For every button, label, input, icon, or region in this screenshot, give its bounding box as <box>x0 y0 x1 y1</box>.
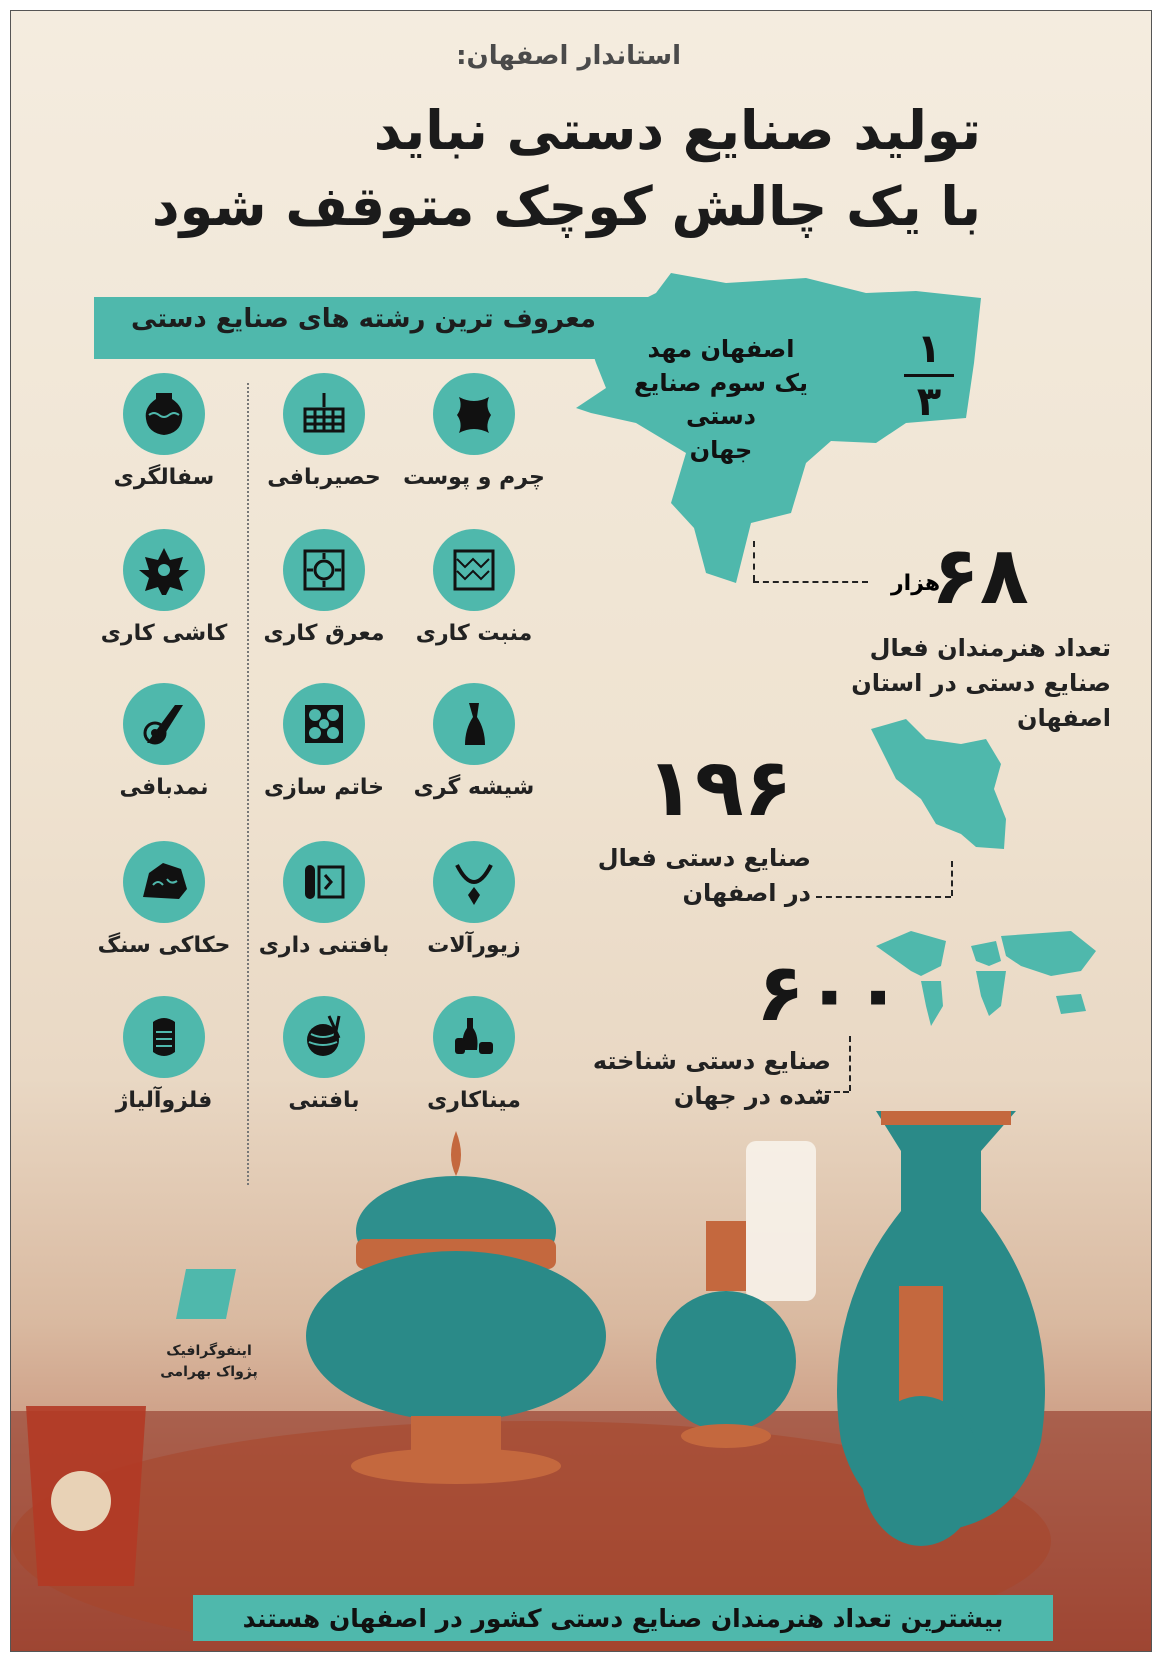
world-map-icon <box>871 926 1111 1036</box>
stone-engraving-icon <box>123 841 205 923</box>
craft-item-knitting <box>239 996 409 1113</box>
craft-item-basket <box>239 373 409 490</box>
craft-item-leather <box>389 373 559 490</box>
connector-line <box>753 581 868 583</box>
leather-hide-icon <box>433 373 515 455</box>
headline-line-1: تولید صنایع دستی نباید <box>373 99 981 162</box>
craft-item-enamel <box>389 996 559 1113</box>
iran-map-icon <box>866 719 1011 859</box>
craft-label: معرق کاری <box>263 621 385 646</box>
enamel-vases-icon <box>433 996 515 1078</box>
woven-basket-icon <box>283 373 365 455</box>
credit-line-1: اینفوگرافیک <box>166 1343 252 1359</box>
craft-label: چرم و پوست <box>403 465 545 490</box>
tile-star-icon <box>123 529 205 611</box>
farda-logo-icon <box>171 1269 241 1329</box>
craft-label: بافتنی <box>288 1088 360 1113</box>
necklace-icon <box>433 841 515 923</box>
isfahan-fact-text <box>601 333 841 467</box>
connector-line <box>753 541 755 581</box>
marquetry-icon <box>283 529 365 611</box>
footer-text: بیشترین تعداد هنرمندان صنایع دستی کشور در اصفهان هستند <box>242 1603 1004 1633</box>
stat-active-crafts-label-line-1: صنایع دستی فعال <box>597 844 811 872</box>
craft-item-tile <box>79 529 249 646</box>
craft-label: شیشه گری <box>413 775 535 800</box>
stat-artisans-unit: هزار <box>891 571 941 596</box>
craft-label: فلزوآلیاژ <box>115 1088 213 1113</box>
craft-label: نمدبافی <box>119 775 209 800</box>
craft-item-loom <box>239 841 409 958</box>
craft-item-stone <box>79 841 249 958</box>
craft-item-felt <box>79 683 249 800</box>
stat-active-crafts-number: ۱۹۶ <box>646 741 793 834</box>
connector-line <box>849 1036 851 1091</box>
craft-label: زیورآلات <box>427 933 521 958</box>
craft-item-jewelry <box>389 841 559 958</box>
wood-carving-icon <box>433 529 515 611</box>
section-title: معروف ترین رشته های صنایع دستی <box>130 304 596 334</box>
craft-item-glass <box>389 683 559 800</box>
isfahan-fact-line-1: اصفهان مهد <box>647 335 795 363</box>
infographic-credit <box>159 1341 259 1383</box>
glass-vase-icon <box>433 683 515 765</box>
craft-item-metal <box>79 996 249 1113</box>
credit-line-2: پژواک بهرامی <box>160 1364 258 1380</box>
connector-line <box>816 896 951 898</box>
stat-world-crafts-label-line-1: صنایع دستی شناخته <box>592 1047 831 1075</box>
stat-active-crafts-label <box>591 841 811 911</box>
craft-label: کاشی کاری <box>100 621 228 646</box>
footer-band <box>193 1595 1053 1641</box>
loom-carpet-icon <box>283 841 365 923</box>
khatam-pattern-icon <box>283 683 365 765</box>
craft-label: حصیربافی <box>267 465 381 490</box>
isfahan-fact-line-2: یک سوم صنایع دستی <box>634 368 808 431</box>
stat-artisans-number: ۶۸ <box>931 529 1029 622</box>
craft-label: بافتنی داری <box>258 933 390 958</box>
stat-artisans-label-line-2: صنایع دستی در استان اصفهان <box>851 668 1111 732</box>
stat-artisans-label-line-1: تعداد هنرمندان فعال <box>869 634 1111 662</box>
kicker-text: استاندار اصفهان: <box>456 41 681 71</box>
fraction-bar <box>904 374 954 377</box>
craft-item-marquetry <box>239 529 409 646</box>
infographic-page <box>10 10 1152 1652</box>
fraction-numerator: ۱ <box>916 326 942 372</box>
stat-world-crafts-number: ۶۰۰ <box>756 946 903 1039</box>
craft-label: خاتم سازی <box>263 775 384 800</box>
one-third-fraction <box>904 326 954 425</box>
stat-world-crafts-label <box>591 1044 831 1114</box>
felt-roll-icon <box>123 683 205 765</box>
craft-label: میناکاری <box>427 1088 521 1113</box>
stat-world-crafts-label-line-2: شده در جهان <box>673 1081 831 1110</box>
headline-line-2: با یک چالش کوچک متوقف شود <box>151 175 981 238</box>
craft-item-khatam <box>239 683 409 800</box>
stat-active-crafts-label-line-2: در اصفهان <box>682 878 811 907</box>
fraction-denominator: ۳ <box>916 379 942 425</box>
craft-label: حکاکی سنگ <box>97 933 231 958</box>
connector-line <box>951 861 953 896</box>
isfahan-fact-line-3: جهان <box>689 435 753 464</box>
craft-item-wood-carving <box>389 529 559 646</box>
craft-label: منبت کاری <box>415 621 533 646</box>
craft-item-pottery <box>79 373 249 490</box>
metal-pot-icon <box>123 996 205 1078</box>
pottery-vase-icon <box>123 373 205 455</box>
yarn-ball-icon <box>283 996 365 1078</box>
craft-label: سفالگری <box>113 465 215 490</box>
